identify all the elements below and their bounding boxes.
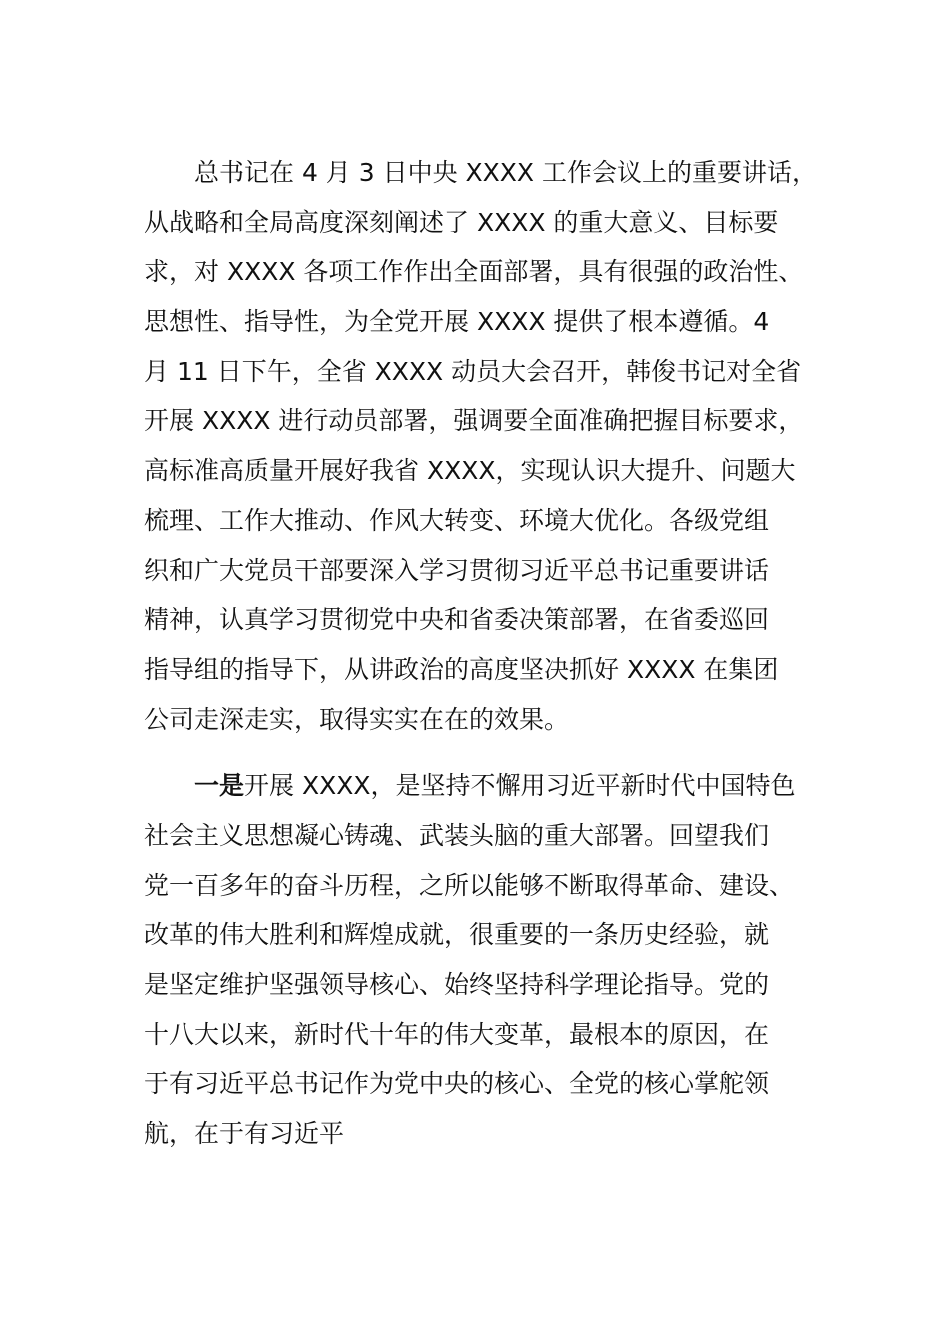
text-line: 党一百多年的奋斗历程，之所以能够不断取得革命、建设、 [144,870,795,900]
text-line: 求，对 XXXX 各项工作作出全面部署，具有很强的政治性、 [144,257,804,287]
text-line: 公司走深走实，取得实实在在的效果。 [144,704,570,734]
paragraph-1 [144,148,817,744]
text-line: 精神，认真学习贯彻党中央和省委决策部署，在省委巡回 [144,605,770,635]
text-line: 改革的伟大胜利和辉煌成就，很重要的一条历史经验，就 [144,920,770,950]
text-line: 从战略和全局高度深刻阐述了 XXXX 的重大意义、目标要 [144,207,779,237]
text-line-rest: 开展 XXXX，是坚持不懈用习近平新时代中国特色 [244,771,796,801]
text-line: 月 11 日下午，全省 XXXX 动员大会召开，韩俊书记对全省 [144,356,802,386]
text-line: 是坚定维护坚强领导核心、始终坚持科学理论指导。党的 [144,970,770,999]
text-line: 开展 XXXX 进行动员部署，强调要全面准确把握目标要求， [144,406,804,436]
text-line: 思想性、指导性，为全党开展 XXXX 提供了根本遵循。4 [144,307,770,337]
text-line [144,761,810,811]
paragraph-2 [144,761,810,1159]
text-line: 梳理、工作大推动、作风大转变、环境大优化。各级党组 [144,505,770,535]
text-line: 织和广大党员干部要深入学习贯彻习近平总书记重要讲话 [144,555,770,585]
lead-phrase: 一是 [194,771,245,801]
document-body [144,148,817,1159]
text-line: 于有习近平总书记作为党中央的核心、全党的核心掌舵领 [144,1069,770,1099]
text-line: 高标准高质量开展好我省 XXXX，实现认识大提升、问题大 [144,456,796,486]
text-line: 社会主义思想凝心铸魂、武装头脑的重大部署。回望我们 [144,820,770,850]
text-line: 指导组的指导下，从讲政治的高度坚决抓好 XXXX 在集团 [144,654,779,684]
text-line: 十八大以来，新时代十年的伟大变革，最根本的原因，在 [144,1019,770,1049]
text-line: 总书记在 4 月 3 日中央 XXXX 工作会议上的重要讲话， [194,158,817,187]
text-line: 航，在于有习近平 [144,1119,345,1149]
